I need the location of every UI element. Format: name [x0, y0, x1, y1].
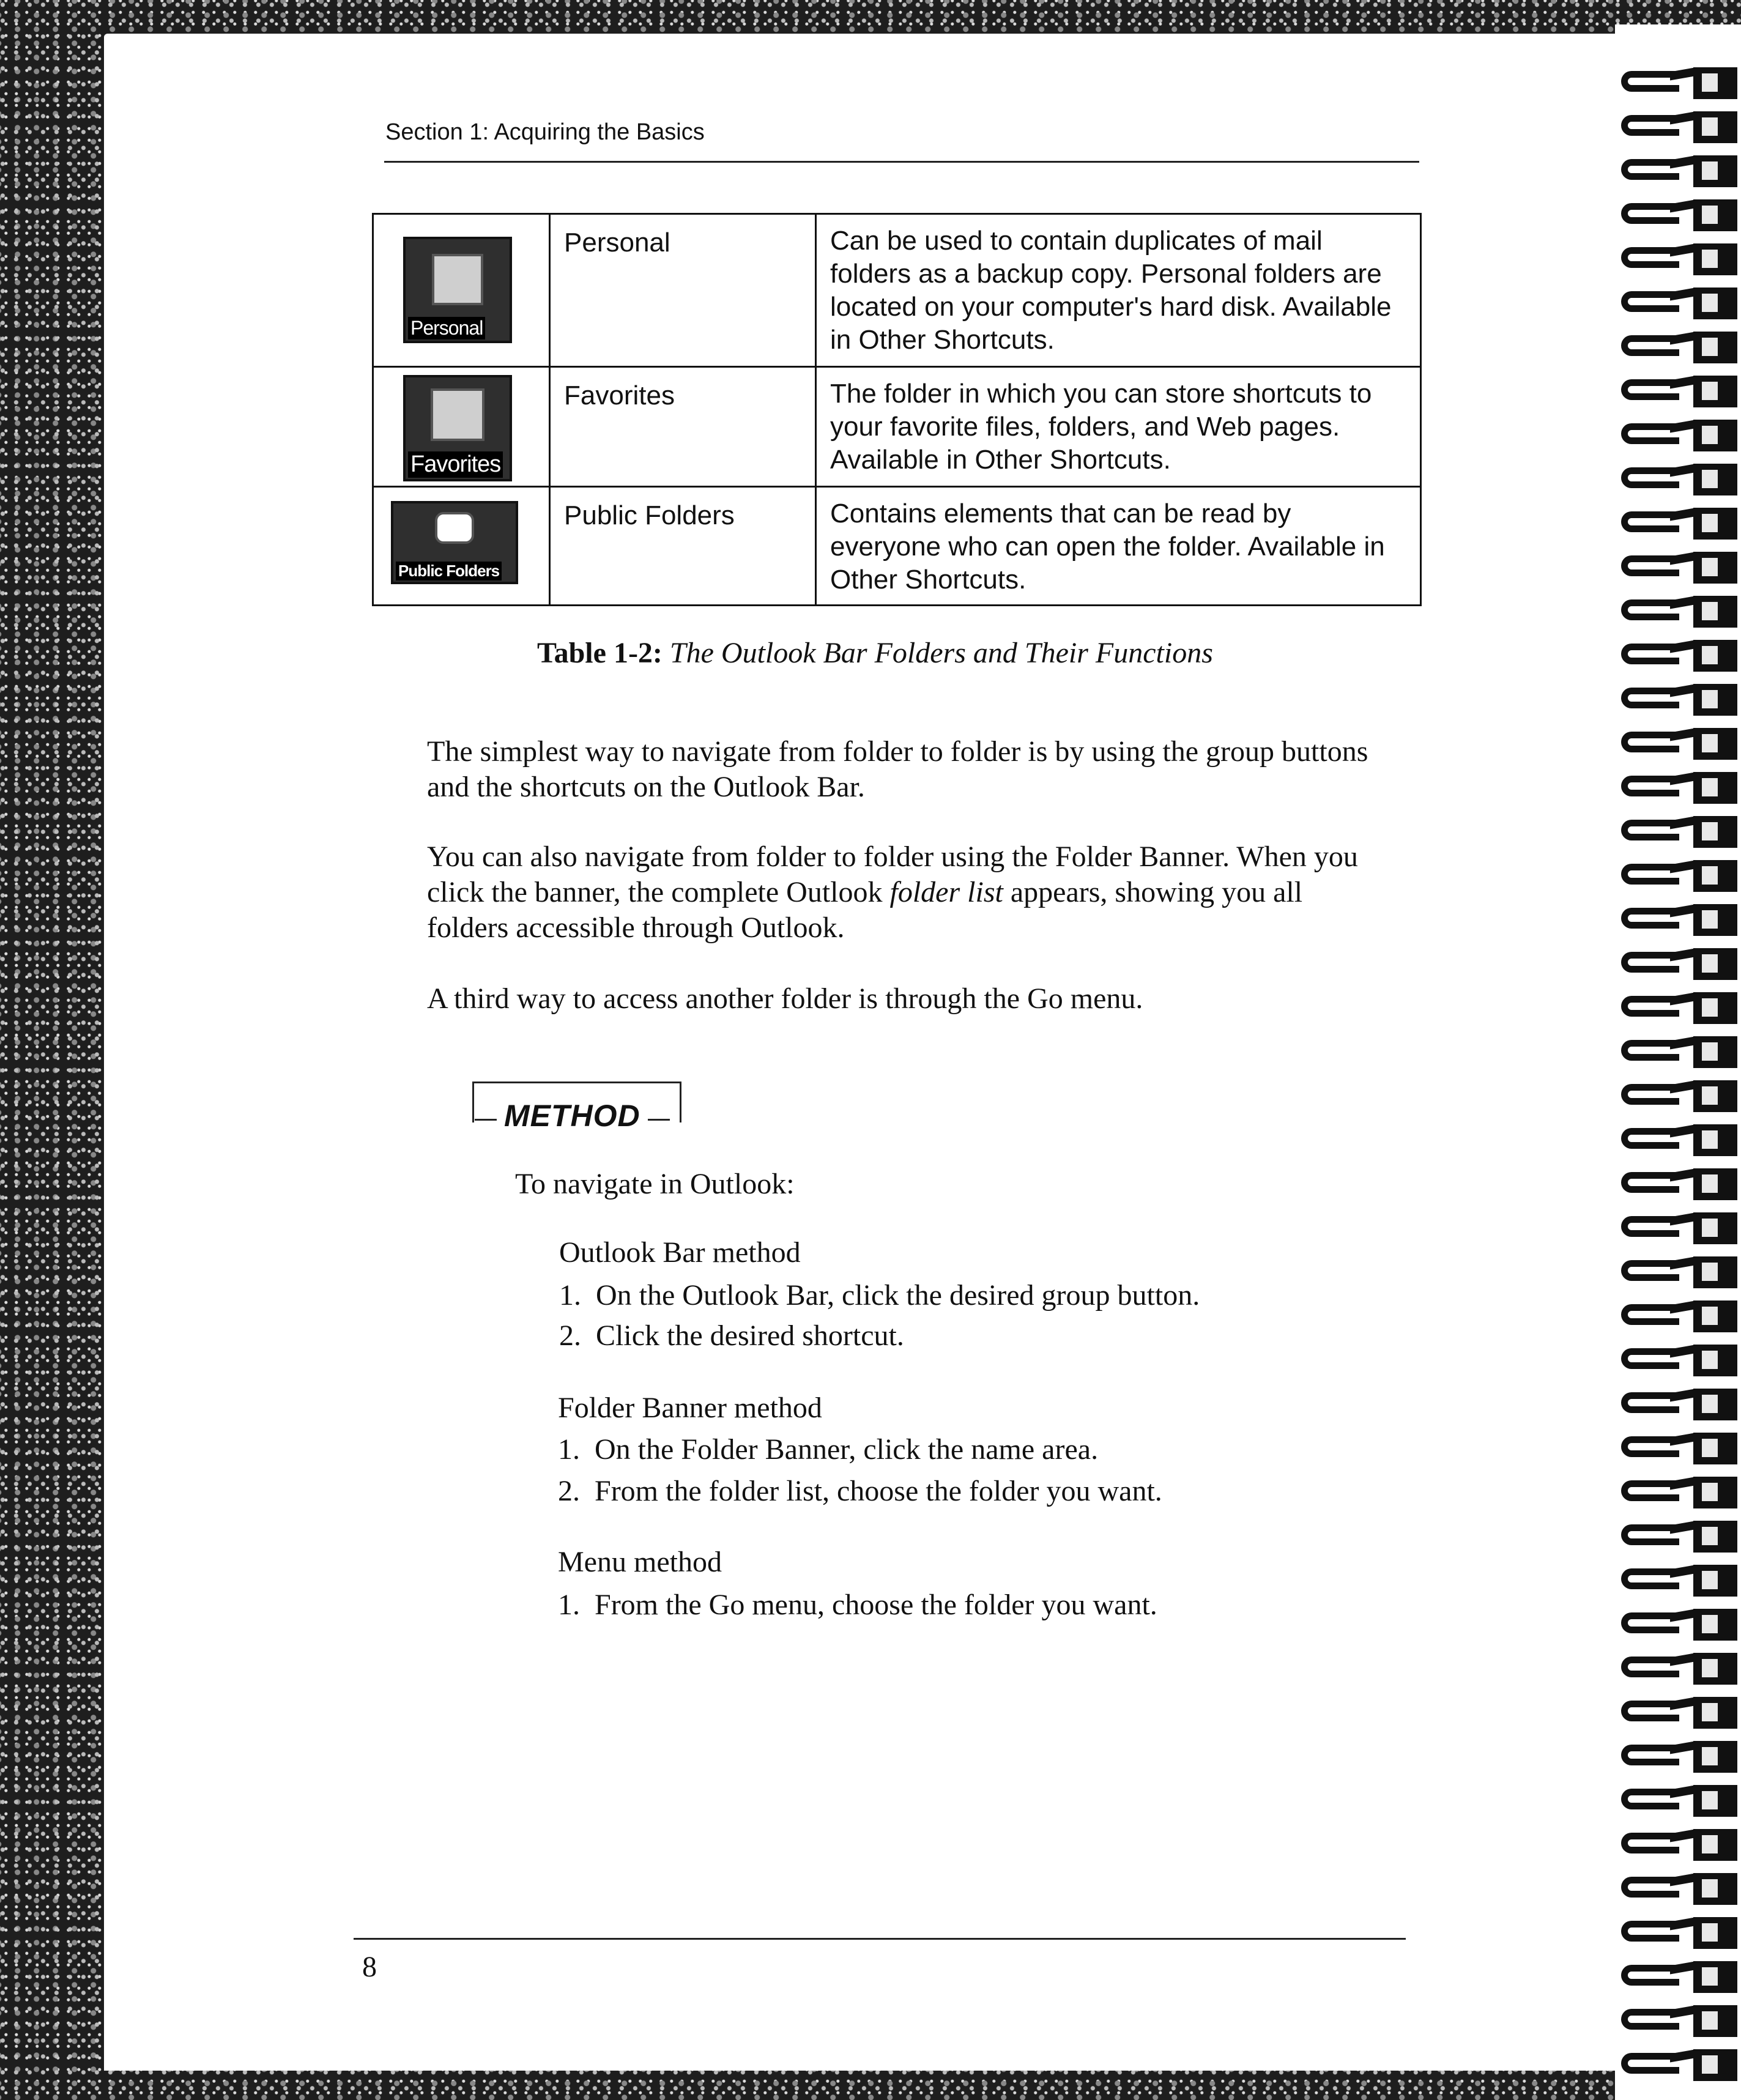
page-number: 8 [362, 1951, 377, 1983]
binding-coil [1621, 2049, 1737, 2076]
binding-coil [1621, 904, 1737, 931]
paragraph [427, 839, 1381, 946]
public-folders-icon [391, 501, 518, 584]
binding-coil [1621, 1565, 1737, 1592]
method-step [558, 1588, 1157, 1622]
binding-coil [1621, 1873, 1737, 1900]
icon-label: Public Folders [396, 562, 502, 581]
table-row [373, 487, 1421, 606]
binding-coil [1621, 1124, 1737, 1151]
folder-name: Public Folders [550, 487, 816, 606]
caption-title: The Outlook Bar Folders and Their Functions [669, 637, 1213, 669]
binding-coil [1621, 860, 1737, 887]
step-number: 2. [559, 1319, 581, 1352]
favorites-folder-icon [403, 375, 512, 481]
folder-description: The folder in which you can store shortcuts to your favorite files, folders, and Web pages. Available in Other Shortcuts. [816, 367, 1421, 487]
caption-label: Table 1-2: [537, 637, 663, 669]
binding-coil [1621, 2005, 1737, 2032]
method-label: METHOD [475, 1098, 648, 1133]
paragraph: A third way to access another folder is through the Go menu. [427, 982, 1143, 1015]
binding-coil [1621, 155, 1737, 182]
binding-coil [1621, 332, 1737, 358]
binding-coil [1621, 243, 1737, 270]
binding-coil [1621, 728, 1737, 755]
icon-cell [373, 367, 550, 487]
step-text: On the Outlook Bar, click the desired group button. [596, 1279, 1200, 1312]
icon-label: Favorites [408, 451, 503, 478]
binding-coil [1621, 684, 1737, 711]
binding-coil [1621, 508, 1737, 535]
step-number: 1. [559, 1279, 581, 1312]
step-text: From the Go menu, choose the folder you want. [595, 1589, 1157, 1621]
outlook-bar-folders-table [372, 213, 1422, 606]
binding-coil [1621, 1212, 1737, 1239]
icon-cell [373, 487, 550, 606]
binding-coil [1621, 1829, 1737, 1856]
method-step [559, 1319, 904, 1352]
header-rule [384, 161, 1419, 163]
binding-coil [1621, 1036, 1737, 1063]
binding-coil [1621, 1961, 1737, 1988]
method-group-title: Menu method [558, 1546, 722, 1578]
method-group-title: Folder Banner method [558, 1392, 822, 1424]
binding-coil [1621, 420, 1737, 447]
step-text: On the Folder Banner, click the name area. [595, 1433, 1099, 1466]
method-step [558, 1474, 1162, 1508]
binding-coil [1621, 1080, 1737, 1107]
binding-coil [1621, 1741, 1737, 1768]
folder-description: Contains elements that can be read by everyone who can open the folder. Available in Other Shortcuts. [816, 487, 1421, 606]
personal-folder-icon [403, 237, 512, 343]
binding-coil [1621, 288, 1737, 314]
method-step [558, 1433, 1098, 1466]
table-row [373, 214, 1421, 367]
binding-coil [1621, 1300, 1737, 1327]
binding-coil [1621, 552, 1737, 579]
table-caption [537, 636, 1213, 670]
folder-name: Favorites [550, 367, 816, 487]
paragraph-text: You can also navigate from folder to folder using the Folder Banner. When you click the banner, the complete Outlook [427, 840, 1358, 908]
binding-coil [1621, 816, 1737, 843]
binding-coil [1621, 1256, 1737, 1283]
icon-label: Personal [408, 317, 485, 339]
paragraph: The simplest way to navigate from folder to folder is by using the group buttons and the shortcuts on the Outlook Bar. [427, 735, 1368, 803]
method-step [559, 1278, 1200, 1312]
binding-coil [1621, 1917, 1737, 1944]
step-number: 1. [558, 1589, 580, 1621]
binding-coil [1621, 67, 1737, 94]
folder-name: Personal [550, 214, 816, 367]
binding-coil [1621, 1521, 1737, 1548]
binding-coil [1621, 1697, 1737, 1724]
folder-description: Can be used to contain duplicates of mail folders as a backup copy. Personal folders are located on your computer's hard disk. Available in Other Shortcuts. [816, 214, 1421, 367]
table-row [373, 367, 1421, 487]
binding-coil [1621, 1168, 1737, 1195]
binding-coil [1621, 376, 1737, 403]
folder-list-term: folder list [889, 876, 1003, 908]
paragraph-text: appears, showing you all folders accessible through Outlook. [427, 876, 1303, 944]
step-text: From the folder list, choose the folder you want. [595, 1475, 1162, 1507]
binding-coil [1621, 992, 1737, 1019]
binding-coil [1621, 772, 1737, 799]
method-group-title: Outlook Bar method [559, 1236, 801, 1269]
section-header: Section 1: Acquiring the Basics [385, 119, 705, 145]
binding-coil [1621, 1785, 1737, 1812]
binding-coil [1621, 1345, 1737, 1371]
binding-coil [1621, 111, 1737, 138]
binding-coil [1621, 1477, 1737, 1504]
binding-coil [1621, 199, 1737, 226]
step-text: Click the desired shortcut. [596, 1319, 904, 1352]
binding-coil [1621, 1609, 1737, 1636]
binding-coil [1621, 596, 1737, 623]
binding-coil [1621, 1389, 1737, 1415]
step-number: 1. [558, 1433, 580, 1466]
binding-coil [1621, 464, 1737, 491]
binding-coil [1621, 948, 1737, 975]
icon-cell [373, 214, 550, 367]
step-number: 2. [558, 1475, 580, 1507]
method-intro: To navigate in Outlook: [515, 1168, 795, 1200]
binding-coil [1621, 1433, 1737, 1460]
binding-coil [1621, 640, 1737, 667]
binding-coil [1621, 1653, 1737, 1680]
footer-rule [354, 1938, 1406, 1940]
